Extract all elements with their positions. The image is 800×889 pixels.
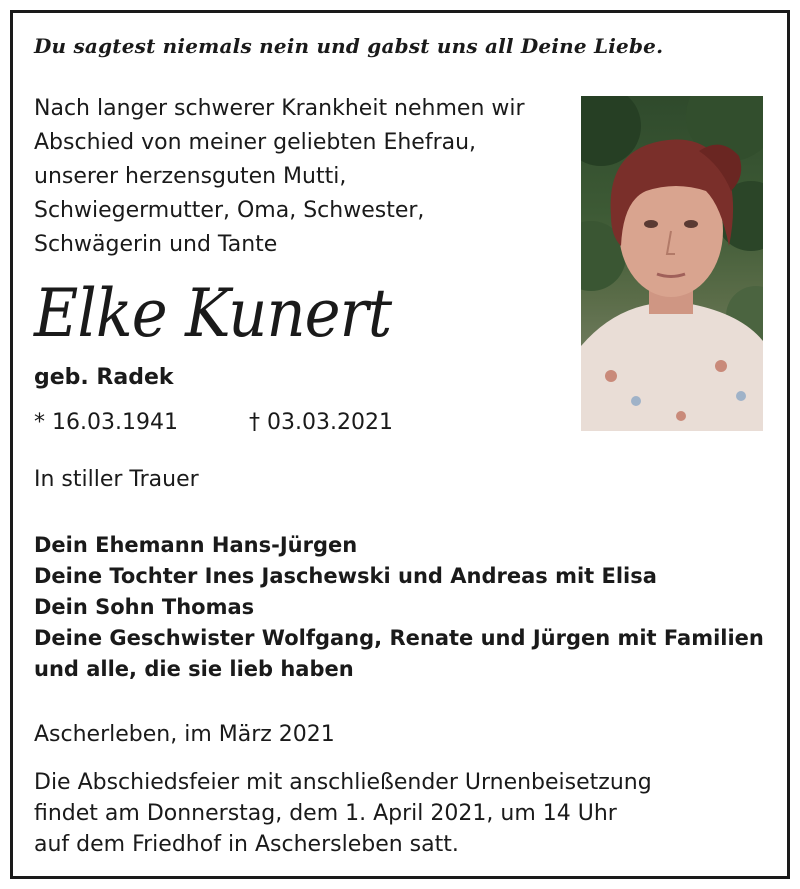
motto: Du sagtest niemals nein und gabst uns all Deine Liebe. — [34, 34, 664, 58]
ceremony-line: Die Abschiedsfeier mit anschließender Urnenbeisetzung — [34, 770, 652, 795]
portrait-photo-illustration — [581, 96, 763, 431]
obituary-frame — [10, 10, 790, 879]
birth-date: * 16.03.1941 — [34, 410, 178, 435]
deceased-name: Elke Kunert — [34, 275, 392, 352]
family-line: Deine Geschwister Wolfgang, Renate und Jürgen mit Familien — [34, 626, 764, 650]
intro-line: Abschied von meiner geliebten Ehefrau, — [34, 130, 477, 155]
death-date: † 03.03.2021 — [249, 410, 393, 435]
family-line: Dein Sohn Thomas — [34, 595, 255, 619]
intro-line: unserer herzensguten Mutti, — [34, 164, 347, 189]
intro-text — [34, 92, 594, 262]
mourning-phrase: In stiller Trauer — [34, 467, 199, 492]
ceremony-line: auf dem Friedhof in Aschersleben satt. — [34, 832, 459, 857]
place-date: Ascherleben, im März 2021 — [34, 722, 335, 747]
portrait-photo — [581, 96, 763, 431]
life-dates — [34, 410, 393, 435]
family-list — [34, 530, 774, 685]
ceremony-line: findet am Donnerstag, dem 1. April 2021, um 14 Uhr — [34, 801, 617, 826]
intro-line: Schwägerin und Tante — [34, 232, 278, 257]
intro-line: Schwiegermutter, Oma, Schwester, — [34, 198, 425, 223]
family-line: Dein Ehemann Hans-Jürgen — [34, 533, 358, 557]
intro-line: Nach langer schwerer Krankheit nehmen wir — [34, 96, 525, 121]
family-line: und alle, die sie lieb haben — [34, 657, 354, 681]
family-line: Deine Tochter Ines Jaschewski und Andreas mit Elisa — [34, 564, 657, 588]
birth-name: geb. Radek — [34, 365, 174, 390]
ceremony-notice — [34, 767, 774, 860]
